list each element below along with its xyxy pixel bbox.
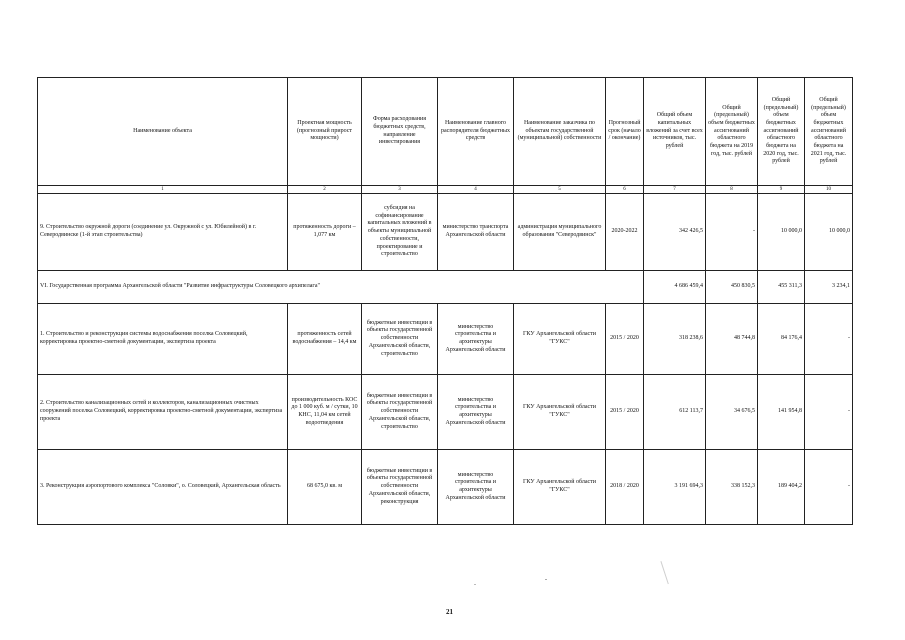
total-investment: 3 191 694,3: [644, 450, 706, 525]
header-budget-manager: Наименование главного распорядителя бюджетных средств: [438, 78, 514, 186]
header-spending-form: Форма расходования бюджетных средств, направление инвестирования: [362, 78, 438, 186]
column-number: 6: [606, 186, 644, 194]
budget-2020: 10 000,0: [758, 194, 805, 271]
column-number: 9: [758, 186, 805, 194]
column-number: 2: [288, 186, 362, 194]
object-name: 9. Строительство окружной дороги (соединение ул. Окружной с ул. Юбилейной) в г. Северодвинске (1-й этап строительства): [38, 194, 288, 271]
column-number: 1: [38, 186, 288, 194]
table-header-row: [38, 78, 853, 186]
column-number: 4: [438, 186, 514, 194]
object-name: 1. Строительство и реконструкция системы водоснабжения поселка Соловецкий, корректировка проектно-сметной документации, экспертиза проекта: [38, 304, 288, 375]
customer: ГКУ Архангельской области "ГУКС": [514, 304, 606, 375]
table-row: [38, 375, 853, 450]
total-investment: 342 426,5: [644, 194, 706, 271]
header-term: Прогнозный срок (начало / окончание): [606, 78, 644, 186]
column-number: 7: [644, 186, 706, 194]
object-name: 2. Строительство канализационных сетей и коллекторов, канализационных очистных сооружений поселка Соловецкий, корректировка проектно-сметной документации, экспертиза проекта: [38, 375, 288, 450]
table-row: [38, 194, 853, 271]
budget-manager: министерство строительства и архитектуры Архангельской области: [438, 375, 514, 450]
object-name: 3. Реконструкция аэропортового комплекса "Соловки", о. Соловецкий, Архангельская область: [38, 450, 288, 525]
column-number: 5: [514, 186, 606, 194]
scan-speck: [474, 584, 476, 585]
budget-2020: 189 404,2: [758, 450, 805, 525]
program-row: [38, 271, 853, 304]
budget-2019: 338 152,3: [706, 450, 758, 525]
budget-2019: 48 744,8: [706, 304, 758, 375]
column-number: 8: [706, 186, 758, 194]
spending-form: бюджетные инвестиции в объекты государственной собственности Архангельской области, строительство: [362, 304, 438, 375]
header-total-investment: Общий объем капитальных вложений за счет всех источников, тыс. рублей: [644, 78, 706, 186]
customer: администрация муниципального образования "Северодвинск": [514, 194, 606, 271]
budget-2019: 34 676,5: [706, 375, 758, 450]
budget-manager: министерство строительства и архитектуры Архангельской области: [438, 304, 514, 375]
spending-form: бюджетные инвестиции в объекты государственной собственности Архангельской области, строительство: [362, 375, 438, 450]
budget-2021: -: [805, 375, 853, 450]
spending-form: субсидия на софинансирование капитальных вложений в объекты муниципальной собственности, проектирование и строительство: [362, 194, 438, 271]
header-budget-2020: Общий (предельный) объем бюджетных ассигнований областного бюджета на 2020 год, тыс. рублей: [758, 78, 805, 186]
term: 2020-2022: [606, 194, 644, 271]
column-number-row: [38, 186, 853, 194]
column-number: 10: [805, 186, 853, 194]
budget-2019: -: [706, 194, 758, 271]
object-capacity: протяженность дороги – 1,077 км: [288, 194, 362, 271]
budget-2020: 84 176,4: [758, 304, 805, 375]
budget-2021: 10 000,0: [805, 194, 853, 271]
header-object-name: Наименование объекта: [38, 78, 288, 186]
header-capacity: Проектная мощность (прогнозный прирост мощности): [288, 78, 362, 186]
program-budget-2020: 455 311,3: [758, 271, 805, 304]
header-customer: Наименование заказчика по объектам государственной (муниципальной) собственности: [514, 78, 606, 186]
object-capacity: протяженность сетей водоснабжения – 14,4 км: [288, 304, 362, 375]
column-number: 3: [362, 186, 438, 194]
customer: ГКУ Архангельской области "ГУКС": [514, 375, 606, 450]
budget-manager: министерство строительства и архитектуры Архангельской области: [438, 450, 514, 525]
scan-speck: [545, 579, 547, 580]
object-capacity: 68 675,0 кв. м: [288, 450, 362, 525]
object-capacity: производительность КОС до 1 000 куб. м / сутки, 10 КНС, 11,04 км сетей водоотведения: [288, 375, 362, 450]
capital-investment-table: [37, 77, 853, 525]
scan-mark: [660, 560, 672, 584]
program-budget-2019: 450 830,5: [706, 271, 758, 304]
budget-2020: 141 954,8: [758, 375, 805, 450]
term: 2018 / 2020: [606, 450, 644, 525]
budget-manager: министерство транспорта Архангельской области: [438, 194, 514, 271]
program-total: 4 686 459,4: [644, 271, 706, 304]
header-budget-2019: Общий (предельный) объем бюджетных ассигнований областного бюджета на 2019 год, тыс. рублей: [706, 78, 758, 186]
customer: ГКУ Архангельской области "ГУКС": [514, 450, 606, 525]
term: 2015 / 2020: [606, 375, 644, 450]
total-investment: 318 238,6: [644, 304, 706, 375]
table-row: [38, 304, 853, 375]
spending-form: бюджетные инвестиции в объекты государственной собственности Архангельской области, реконструкция: [362, 450, 438, 525]
header-budget-2021: Общий (предельный) объем бюджетных ассигнований областного бюджета на 2021 год, тыс. рублей: [805, 78, 853, 186]
budget-2021: -: [805, 450, 853, 525]
table-row: [38, 450, 853, 525]
program-budget-2021: 3 234,1: [805, 271, 853, 304]
budget-2021: -: [805, 304, 853, 375]
term: 2015 / 2020: [606, 304, 644, 375]
program-title: VI. Государственная программа Архангельской области "Развитие инфраструктуры Соловецкого архипелага": [38, 271, 644, 304]
page-number: 21: [446, 608, 453, 616]
total-investment: 612 113,7: [644, 375, 706, 450]
